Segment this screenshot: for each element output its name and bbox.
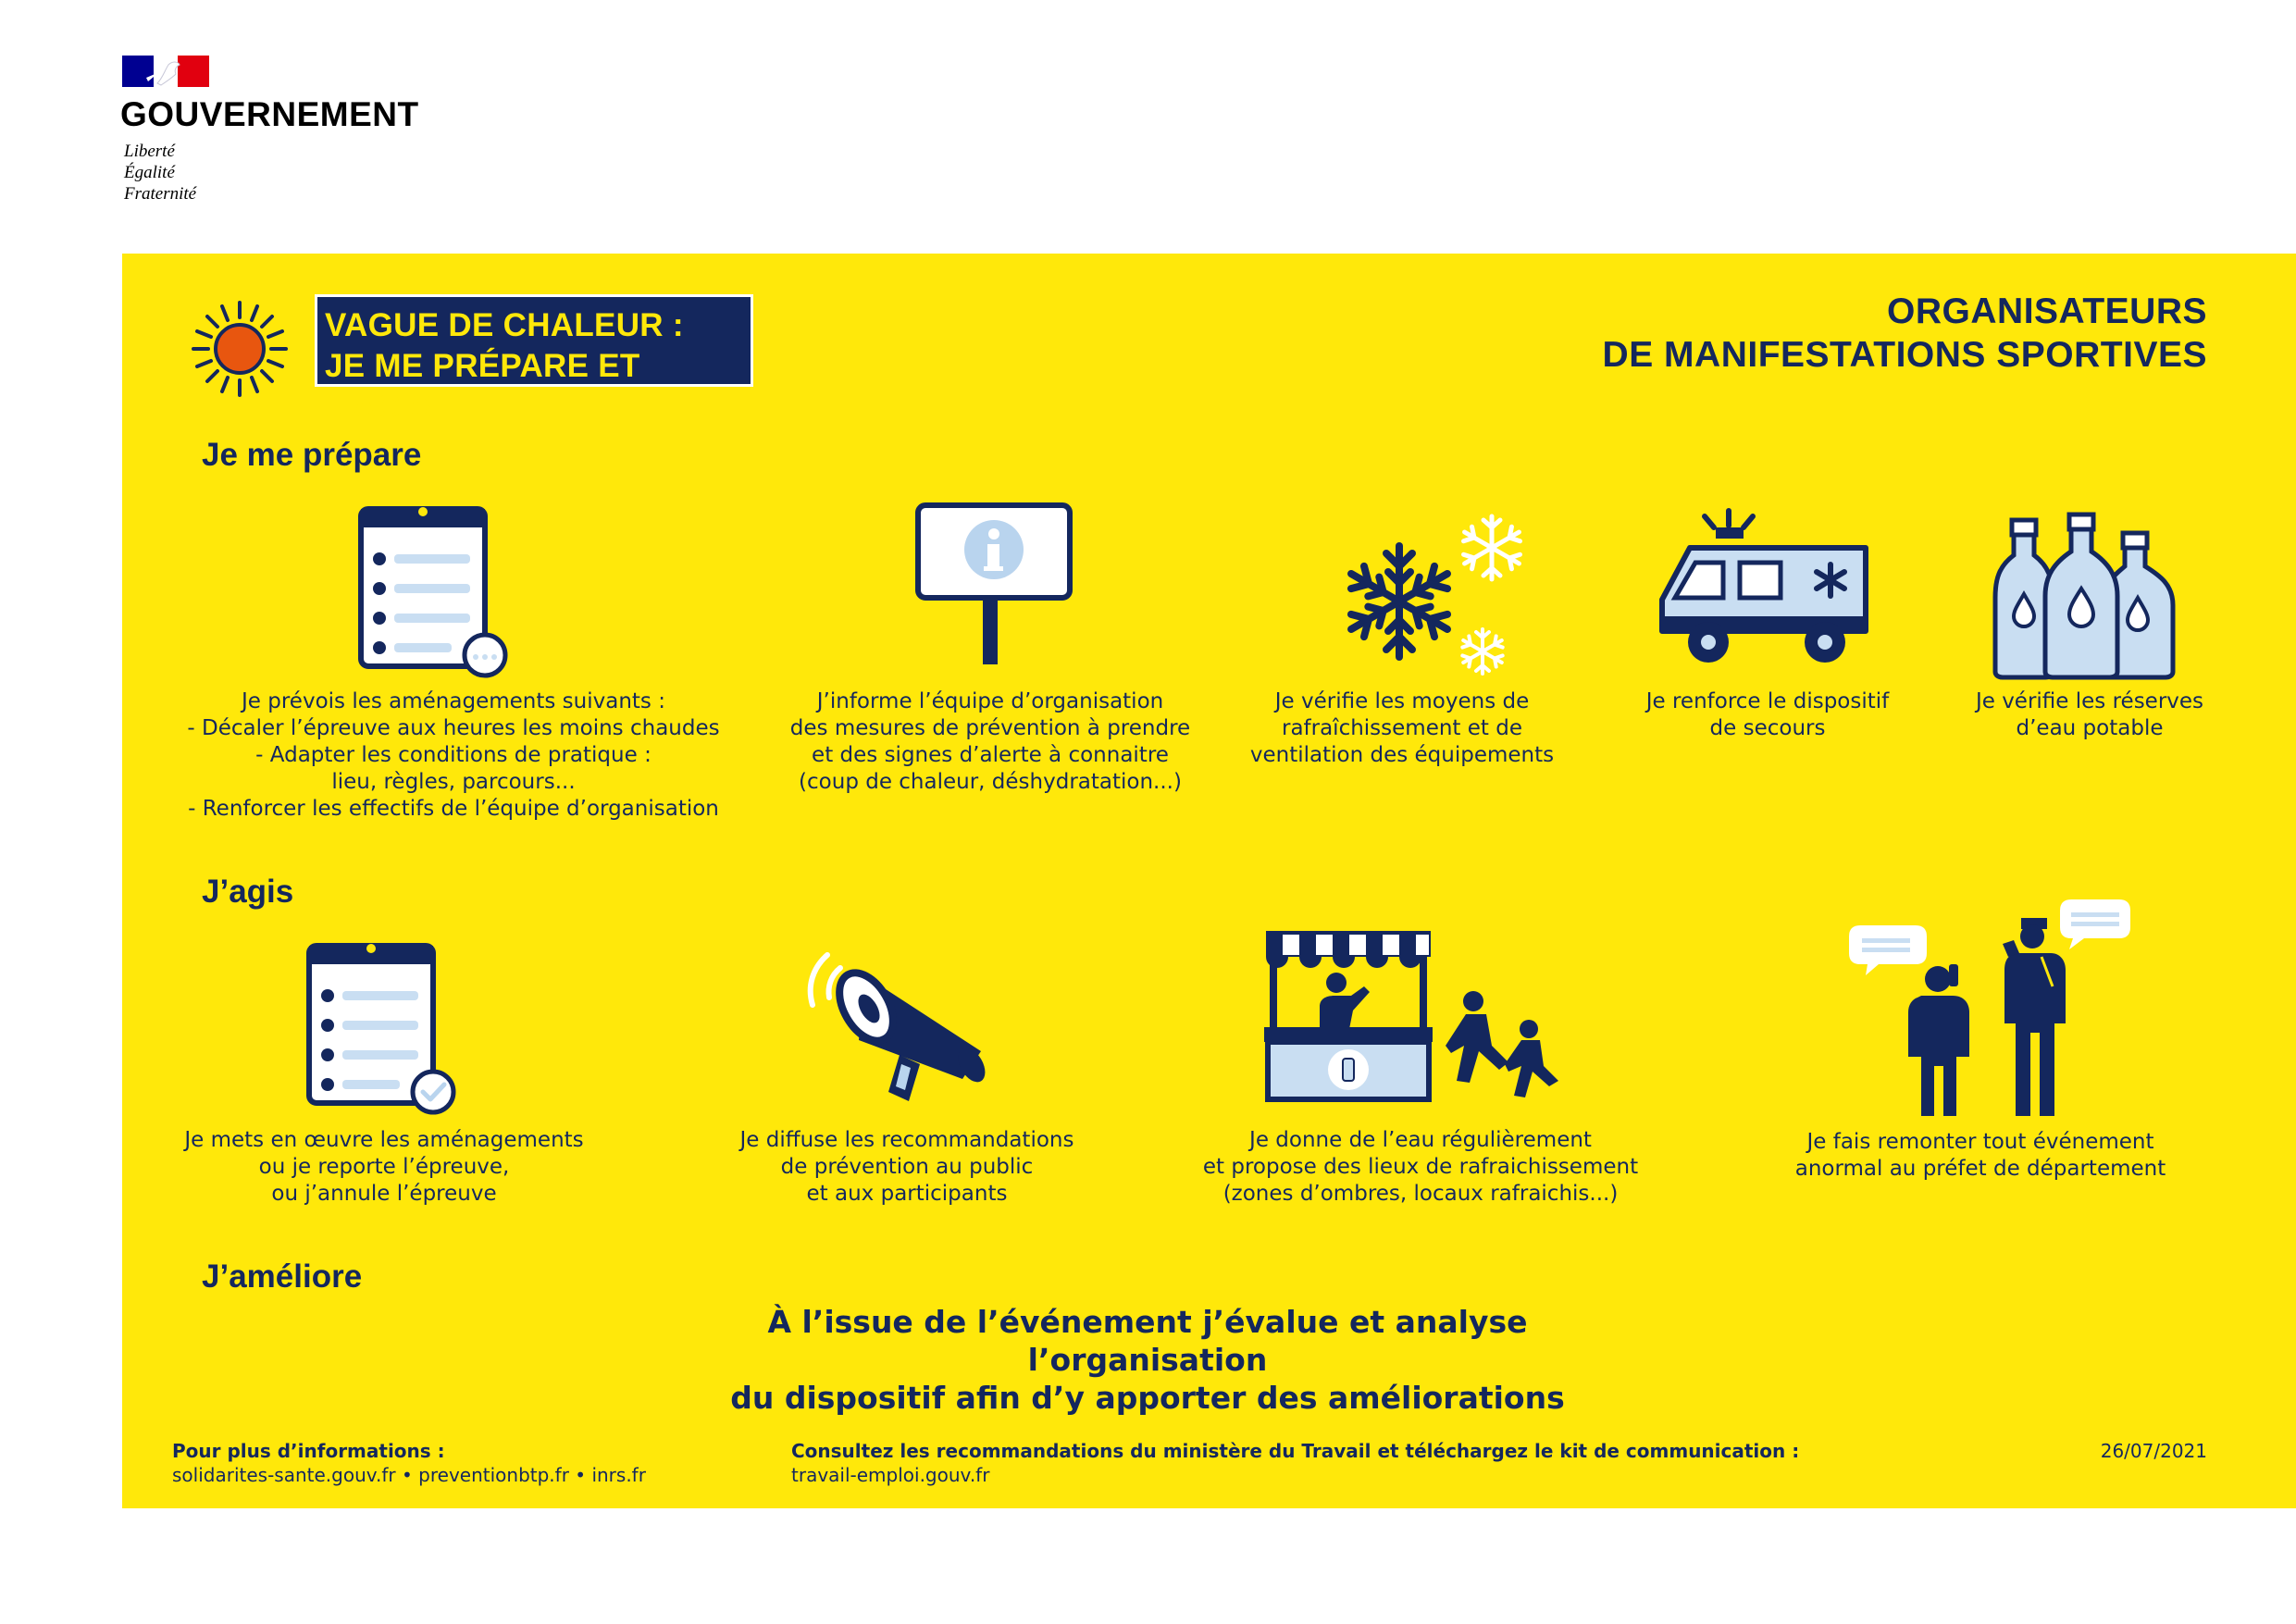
improve-text: [703, 1303, 1592, 1417]
caption-line: et propose des lieux de rafraichissement: [1202, 1155, 1639, 1179]
caption-line: et des signes d’alerte à connaitre: [812, 743, 1169, 767]
section-heading-improve: J’améliore: [202, 1258, 363, 1295]
caption-line: Je vérifie les réserves: [1975, 689, 2204, 713]
caption-line: - Décaler l’épreuve aux heures les moins chaudes: [187, 716, 720, 740]
caption-act-1: [176, 1127, 592, 1208]
footer-info-label: Pour plus d’informations :: [172, 1440, 445, 1462]
caption-line: rafraîchissement et de: [1281, 716, 1522, 740]
campaign-title-line2: JE ME PRÉPARE ET J’AGIS: [325, 348, 640, 425]
audience-line2: DE MANIFESTATIONS SPORTIVES: [1602, 335, 2207, 375]
caption-prepare-1: [167, 688, 740, 823]
water-stand-icon: [1260, 925, 1584, 1112]
government-motto: [124, 141, 196, 205]
caption-line: - Adapter les conditions de pratique :: [255, 743, 652, 767]
caption-line: Je mets en œuvre les aménagements: [184, 1128, 584, 1152]
clipboard-icon: [355, 503, 513, 679]
caption-line: Je donne de l’eau régulièrement: [1249, 1128, 1592, 1152]
caption-line: des mesures de prévention à prendre: [789, 716, 1191, 740]
footer-consult-label: Consultez les recommandations du ministère du Travail et téléchargez le kit de communication :: [791, 1440, 1800, 1462]
caption-line: Je fais remonter tout événement: [1806, 1130, 2154, 1154]
footer-consult: [791, 1439, 1799, 1487]
section-heading-act: J’agis: [202, 874, 294, 910]
campaign-title-line1: VAGUE DE CHALEUR :: [325, 307, 684, 343]
caption-act-2: [713, 1127, 1101, 1208]
caption-prepare-5: [1943, 688, 2236, 742]
campaign-title: [315, 294, 753, 425]
report-call-icon: [1842, 894, 2134, 1120]
caption-line: J’informe l’équipe d’organisation: [816, 689, 1164, 713]
footer-date: 26/07/2021: [2100, 1440, 2207, 1462]
audience-line1: ORGANISATEURS: [1887, 291, 2207, 331]
caption-line: et aux participants: [806, 1182, 1008, 1206]
footer-info-links[interactable]: solidarites-sante.gouv.fr • preventionbtp.fr • inrs.fr: [172, 1464, 646, 1486]
water-bottles-icon: [1990, 514, 2180, 679]
snowflake-icon: [1336, 511, 1533, 681]
motto-egalite: Égalité: [124, 163, 175, 182]
motto-fraternite: Fraternité: [124, 184, 197, 204]
caption-line: ventilation des équipements: [1249, 743, 1555, 767]
caption-line: lieu, règles, parcours...: [331, 770, 576, 794]
caption-line: (zones d’ombres, locaux rafraichis...): [1222, 1182, 1619, 1206]
improve-line1: À l’issue de l’événement j’évalue et analyse l’organisation: [767, 1304, 1528, 1378]
megaphone-icon: [800, 949, 1003, 1112]
caption-line: anormal au préfet de département: [1794, 1157, 2166, 1181]
caption-line: Je vérifie les moyens de: [1274, 689, 1530, 713]
caption-prepare-4: [1620, 688, 1916, 742]
clipboard-check-icon: [304, 940, 461, 1116]
caption-line: (coup de chaleur, déshydratation...): [799, 770, 1182, 794]
ambulance-icon: [1657, 507, 1875, 670]
caption-line: ou j’annule l’épreuve: [271, 1182, 497, 1206]
improve-line2: du dispositif afin d’y apporter des améliorations: [730, 1380, 1565, 1416]
footer-consult-link[interactable]: travail-emploi.gouv.fr: [791, 1464, 990, 1486]
caption-line: ou je reporte l’épreuve,: [258, 1155, 510, 1179]
caption-line: de secours: [1709, 716, 1826, 740]
caption-act-4: [1758, 1129, 2203, 1183]
caption-prepare-3: [1240, 688, 1564, 769]
marianne-logo: [122, 56, 209, 87]
caption-line: d’eau potable: [2016, 716, 2164, 740]
audience-title: [1603, 290, 2207, 377]
caption-line: Je prévois les aménagements suivants :: [242, 689, 665, 713]
motto-liberte: Liberté: [124, 142, 175, 161]
section-heading-prepare: Je me prépare: [202, 437, 422, 473]
caption-line: - Renforcer les effectifs de l’équipe d’organisation: [188, 797, 719, 821]
info-sign-icon: [914, 502, 1074, 666]
government-title: GOUVERNEMENT: [120, 95, 419, 133]
caption-prepare-2: [759, 688, 1222, 796]
caption-act-3: [1175, 1127, 1666, 1208]
caption-line: de prévention au public: [780, 1155, 1034, 1179]
footer-info: [172, 1439, 646, 1487]
sun-icon: [189, 298, 291, 400]
caption-line: Je renforce le dispositif: [1645, 689, 1890, 713]
caption-line: Je diffuse les recommandations: [739, 1128, 1074, 1152]
